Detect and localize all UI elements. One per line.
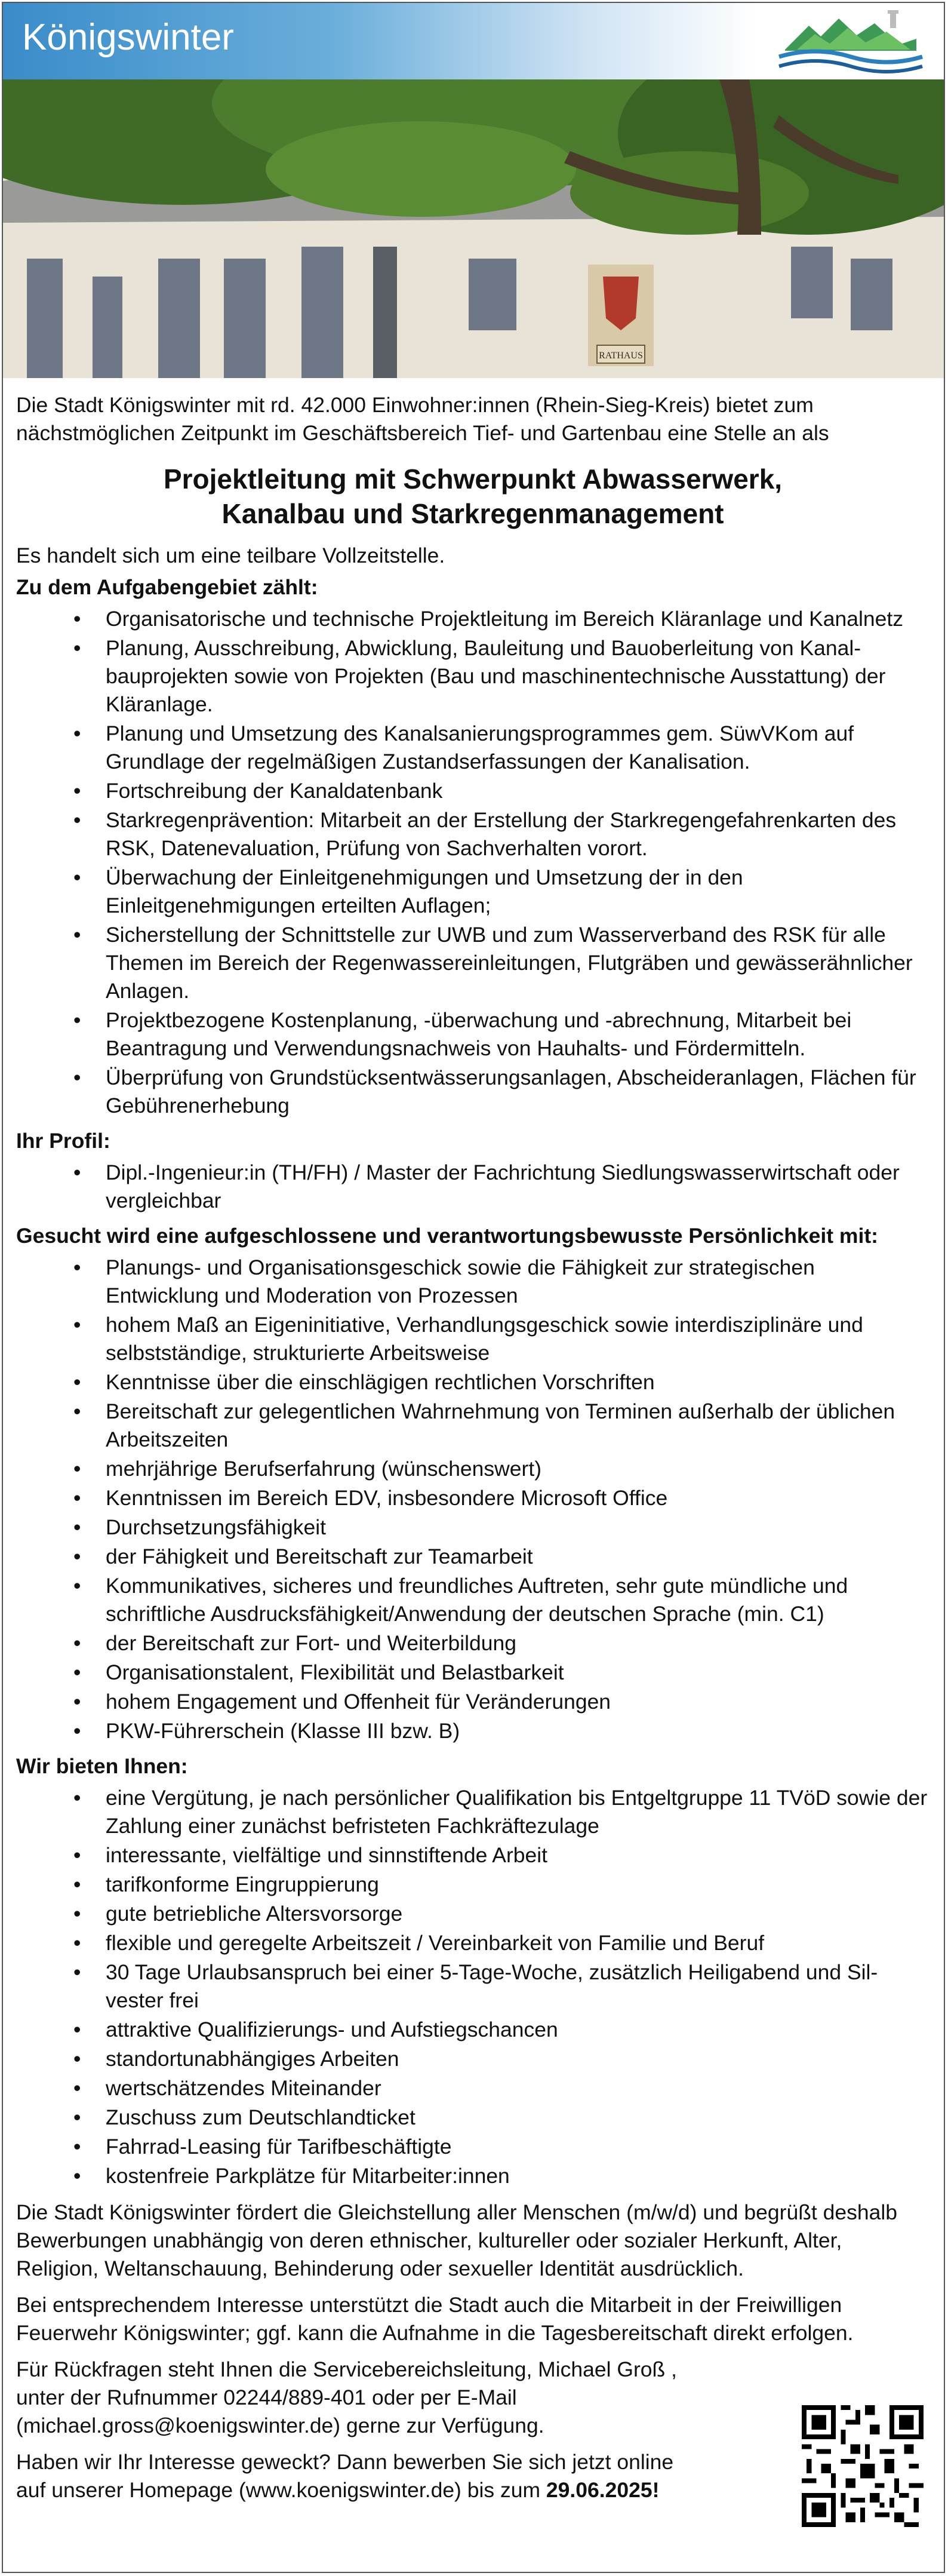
- job-title: [16, 462, 929, 531]
- apply-line-2: [16, 2476, 929, 2504]
- offer-item: • 30 Tage Urlaubsanspruch bei einer 5-Tage-Woche, zusätzlich Heiligabend und Sil-vester frei: [16, 1958, 929, 2015]
- offer-list: [16, 1784, 929, 2190]
- task-item: • Planung und Umsetzung des Kanalsanierungsprogrammes gem. SüwVKom auf Grundlage der regelmäßigen Zustandserfassungen der Kanalisation.: [16, 720, 929, 776]
- application-deadline: 29.06.2025!: [546, 2478, 660, 2502]
- job-title-line-1: Projektleitung mit Schwerpunkt Abwasserwerk,: [163, 463, 783, 495]
- tasks-list: [16, 605, 929, 1120]
- offer-item: • standortunabhängiges Arbeiten: [16, 2045, 929, 2073]
- contact-line-2: unter der Rufnummer 02244/889-401 oder per E-Mail: [16, 2385, 517, 2409]
- offer-item: • flexible und geregelte Arbeitszeit / Vereinbarkeit von Familie und Beruf: [16, 1929, 929, 1957]
- koenigswinter-logo: [773, 8, 928, 75]
- offer-heading: Wir bieten Ihnen:: [16, 1754, 188, 1778]
- task-item: • Überwachung der Einleitgenehmigungen und Umsetzung der in den Einleitgenehmigungen erteilten Auflagen;: [16, 864, 929, 920]
- city-name: Königswinter: [22, 17, 234, 58]
- personality-list: [16, 1254, 929, 1745]
- offer-item: • Zuschuss zum Deutschlandticket: [16, 2104, 929, 2132]
- apply-line-2-text: auf unserer Homepage (www.koenigswinter.de) bis zum: [16, 2478, 546, 2502]
- offer-item: • wertschätzendes Miteinander: [16, 2074, 929, 2102]
- application-info: [16, 2448, 929, 2504]
- personality-item: • der Fähigkeit und Bereitschaft zur Teamarbeit: [16, 1543, 929, 1571]
- town-hall-photo: [3, 79, 944, 378]
- rathaus-sign: RATHAUS: [599, 351, 643, 361]
- personality-item: • PKW-Führerschein (Klasse III bzw. B): [16, 1717, 929, 1745]
- profile-list: [16, 1159, 929, 1215]
- task-item: • Sicherstellung der Schnittstelle zur UWB und zum Wasserverband des RSK für alle Themen im Bereich der Regenwassereinleitungen, Flutgräben und gewässerähnlicher Anlagen.: [16, 921, 929, 1005]
- personality-item: • Organisationstalent, Flexibilität und Belastbarkeit: [16, 1659, 929, 1687]
- personality-item: • Kenntnisse über die einschlägigen rechtlichen Vorschriften: [16, 1368, 929, 1396]
- personality-item: • Durchsetzungsfähigkeit: [16, 1513, 929, 1542]
- personality-item: • mehrjährige Berufserfahrung (wünschenswert): [16, 1455, 929, 1483]
- contact-line-1: Für Rückfragen steht Ihnen die Servicebereichsleitung, Michael Groß ,: [16, 2357, 677, 2381]
- equality-statement: Die Stadt Königswinter fördert die Gleichstellung aller Menschen (m/w/d) und begrüßt deshalb Bewerbungen unabhängig von deren ethnischer, kultureller oder sozialer Herkunft, Alter, Religion, Weltanschauung, Behinderung oder sexueller Identität ausdrücklich.: [16, 2200, 897, 2280]
- task-item: • Fortschreibung der Kanaldatenbank: [16, 777, 929, 805]
- contact-line-3: (michael.gross@koenigswinter.de) gerne zur Verfügung.: [16, 2414, 544, 2437]
- personality-item: • Bereitschaft zur gelegentlichen Wahrnehmung von Terminen außerhalb der üblichen Arbeitszeiten: [16, 1398, 929, 1454]
- offer-item: • gute betriebliche Altersvorsorge: [16, 1900, 929, 1928]
- task-item: • Starkregenprävention: Mitarbeit an der Erstellung der Starkregengefahrenkarten des RSK, Datenevaluation, Prüfung von Sachverhalten vorort.: [16, 806, 929, 862]
- tasks-heading: Zu dem Aufgabengebiet zählt:: [16, 575, 318, 599]
- task-item: • Projektbezogene Kostenplanung, -überwachung und -abrechnung, Mitarbeit bei Beantragung und Verwendungsnachweis von Hauhalts- und Fördermitteln.: [16, 1006, 929, 1063]
- personality-item: • Planungs- und Organisationsgeschick sowie die Fähigkeit zur strategischen Entwicklung und Moderation von Prozessen: [16, 1254, 929, 1310]
- personality-item: • hohem Maß an Eigeninitiative, Verhandlungsgeschick sowie interdisziplinäre und selbstständige, strukturierte Arbeitsweise: [16, 1311, 929, 1367]
- task-item: • Organisatorische und technische Projektleitung im Bereich Kläranlage und Kanalnetz: [16, 605, 929, 633]
- task-item: • Planung, Ausschreibung, Abwicklung, Bauleitung und Bauoberleitung von Kanal-bauprojekten sowie von Projekten (Bau und maschinentechnische Ausstattung) der Kläranlage.: [16, 634, 929, 719]
- offer-item: • tarifkonforme Eingruppierung: [16, 1871, 929, 1899]
- employment-type: Es handelt sich um eine teilbare Vollzeitstelle.: [16, 544, 445, 567]
- contact-info: [16, 2356, 929, 2440]
- personality-item: • hohem Engagement und Offenheit für Veränderungen: [16, 1688, 929, 1716]
- task-item: • Überprüfung von Grundstücksentwässerungsanlagen, Abscheideranlagen, Flächen für Gebührenerhebung: [16, 1064, 929, 1120]
- offer-item: • kostenfreie Parkplätze für Mitarbeiter:innen: [16, 2162, 929, 2190]
- intro-text: Die Stadt Königswinter mit rd. 42.000 Einwohner:innen (Rhein-Sieg-Kreis) bietet zum nächstmöglichen Zeitpunkt im Geschäftsbereich Tief- und Gartenbau eine Stelle an als: [16, 393, 829, 445]
- personality-item: • Kenntnissen im Bereich EDV, insbesondere Microsoft Office: [16, 1484, 929, 1512]
- profile-item: • Dipl.-Ingenieur:in (TH/FH) / Master der Fachrichtung Siedlungswasserwirtschaft oder vergleichbar: [16, 1159, 929, 1215]
- qr-code[interactable]: [802, 2405, 924, 2527]
- job-ad: [2, 2, 945, 2573]
- profile-heading: Ihr Profil:: [16, 1129, 110, 1153]
- personality-item: • Kommunikatives, sicheres und freundliches Auftreten, sehr gute mündliche und schriftliche Ausdrucksfähigkeit/Anwendung der deutschen Sprache (min. C1): [16, 1572, 929, 1628]
- ad-body: [16, 391, 929, 2504]
- offer-item: • eine Vergütung, je nach persönlicher Qualifikation bis Entgeltgruppe 11 TVöD sowie der Zahlung einer zunächst befristeten Fachkräftezulage: [16, 1784, 929, 1840]
- offer-item: • Fahrrad-Leasing für Tarifbeschäftigte: [16, 2133, 929, 2161]
- header-banner: [3, 3, 944, 79]
- personality-item: • der Bereitschaft zur Fort- und Weiterbildung: [16, 1629, 929, 1657]
- offer-item: • attraktive Qualifizierungs- und Aufstiegschancen: [16, 2016, 929, 2044]
- offer-item: • interessante, vielfältige und sinnstiftende Arbeit: [16, 1841, 929, 1869]
- job-title-line-2: Kanalbau und Starkregenmanagement: [221, 498, 724, 529]
- apply-line-1: Haben wir Ihr Interesse geweckt? Dann bewerben Sie sich jetzt online: [16, 2450, 674, 2474]
- fire-brigade-note: Bei entsprechendem Interesse unterstützt die Stadt auch die Mitarbeit in der Freiwilligen Feuerwehr Königswinter; ggf. kann die Aufnahme in die Tagesbereitschaft direkt erfolgen.: [16, 2293, 854, 2345]
- personality-heading: Gesucht wird eine aufgeschlossene und verantwortungsbewusste Persönlichkeit mit:: [16, 1224, 879, 1248]
